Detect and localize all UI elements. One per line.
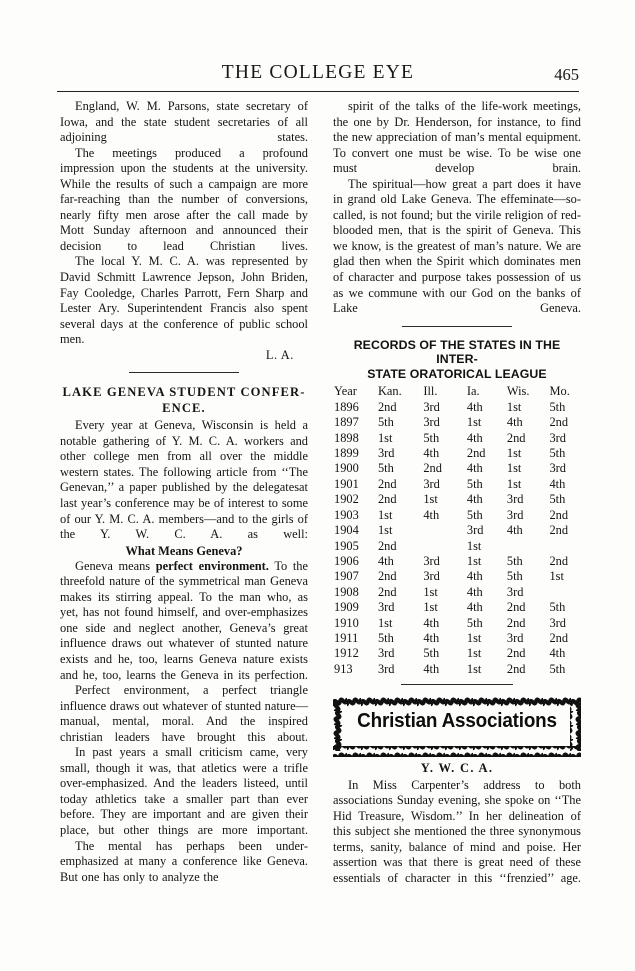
cell-year: 1908 [334, 584, 359, 599]
cell-iowa: 4th [466, 461, 483, 476]
cell-year: 1905 [334, 538, 359, 553]
cell-illinois: 4th [423, 630, 440, 645]
cell-wisconsin: 2nd [506, 430, 526, 445]
cell-iowa: 1st [466, 630, 482, 645]
cell-wisconsin: 1st [506, 461, 522, 476]
table-header-row [333, 384, 581, 399]
cell-missouri: 1st [549, 569, 564, 584]
table-row [333, 646, 581, 661]
table-row [333, 492, 581, 507]
cell-year: 1899 [334, 446, 359, 461]
cell-illinois: 1st [423, 600, 438, 615]
cell-iowa: 1st [466, 661, 482, 676]
cell-wisconsin: 3rd [506, 584, 524, 599]
cell-illinois: 5th [423, 646, 440, 661]
paragraph-meetings-impression: The meetings produced a profound impression upon the students at the university. While the results of such a campaign are more far-reaching than the number of conversions, nearly fifty men arose after the call made by Mott Sunday afternoon and announced their decision to lead Christian lives. [60, 145, 308, 253]
cell-iowa: 4th [466, 430, 483, 445]
cell-year: 1907 [334, 569, 359, 584]
cell-missouri [540, 585, 581, 600]
cell-iowa: 4th [466, 600, 483, 615]
emphasis-perfect-environment: perfect environment. [155, 558, 269, 573]
table-row [333, 523, 581, 538]
cell-wisconsin: 3rd [506, 507, 524, 522]
column-header-kansas: Kan. [377, 384, 402, 399]
cell-missouri: 2nd [549, 553, 569, 568]
cell-wisconsin: 4th [506, 415, 523, 430]
cell-wisconsin: 1st [506, 446, 522, 461]
cell-year: 1912 [334, 646, 359, 661]
cell-missouri: 4th [549, 646, 566, 661]
cell-iowa: 4th [466, 569, 483, 584]
cell-kansas: 1st [377, 507, 393, 522]
cell-kansas: 5th [377, 415, 394, 430]
cell-wisconsin: 2nd [506, 661, 526, 676]
cell-illinois: 4th [423, 446, 440, 461]
page-masthead [57, 62, 579, 94]
cell-missouri: 4th [549, 476, 566, 491]
cell-year: 913 [334, 661, 353, 676]
cell-year: 1906 [334, 553, 359, 568]
cell-kansas: 2nd [377, 476, 397, 491]
cell-iowa: 4th [466, 399, 483, 414]
cell-wisconsin: 5th [506, 569, 523, 584]
cell-illinois: 4th [423, 615, 440, 630]
cell-iowa: 4th [466, 584, 483, 599]
publication-title: THE COLLEGE EYE [221, 62, 415, 83]
cell-missouri [540, 539, 581, 554]
cell-wisconsin: 2nd [506, 615, 526, 630]
cell-illinois: 1st [423, 584, 438, 599]
paragraph-local-ymca: The local Y. M. C. A. was represented by David Schmitt Lawrence Jepson, John Briden, Fay Cooledge, Charles Parrott, Fern Sharp and Lester Ary. Superintendent Francis also spent several days at the conference of public school men. [60, 254, 308, 347]
cell-year: 1902 [334, 492, 359, 507]
cell-year: 1911 [334, 630, 359, 645]
table-row [333, 446, 581, 461]
cell-year: 1897 [334, 415, 359, 430]
records-heading-line-1: RECORDS OF THE STATES IN THE INTER- [353, 337, 561, 367]
cell-iowa: 1st [466, 538, 482, 553]
cell-wisconsin: 5th [506, 553, 523, 568]
cell-iowa: 5th [466, 615, 483, 630]
cell-illinois: 1st [423, 492, 438, 507]
cell-wisconsin: 2nd [506, 600, 526, 615]
geneva-text-lead: Geneva means [75, 558, 156, 573]
cell-kansas: 3rd [377, 600, 395, 615]
table-row [333, 600, 581, 615]
table-row [333, 477, 581, 492]
paragraph-the-spiritual: The spiritual—how great a part does it have in grand old Lake Geneva. The effeminate—so-called, is not found; but the virile religion of red-blooded men, that is the spirit of Geneva. This we know, is the greatest of man’s nature. We are glad then when the Spirit which dominates men of character and purpose takes possession of us as we commune with our God on the banks of Lake Geneva. [333, 176, 581, 316]
table-row [333, 400, 581, 415]
cell-kansas: 3rd [377, 646, 395, 661]
cell-year: 1898 [334, 430, 359, 445]
paragraph-perfect-environment: Perfect environment, a perfect triangle influence draws out whatever of stunted nature—manual, mental, moral. And the inspired christian leaders have brought this about. [60, 683, 308, 744]
column-header-year: Year [334, 384, 357, 399]
cell-wisconsin: 3rd [506, 492, 524, 507]
author-initials: L. A. [265, 347, 294, 362]
column-header-missouri: Mo. [549, 384, 570, 399]
cell-wisconsin: 4th [506, 523, 523, 538]
table-row [333, 508, 581, 523]
paragraph-athletics-criticism: In past years a small criticism came, very small, though it was, that atletics were a trifle over-emphasized. And the leaders listeed, until today athletics take a smaller part than ever before. They are important and are given their place, but other things are more important. [60, 745, 308, 837]
column-header-illinois: Ill. [423, 384, 438, 399]
column-header-iowa: Ia. [466, 384, 480, 399]
cell-illinois [414, 523, 457, 538]
cell-missouri: 2nd [549, 415, 569, 430]
cell-year: 1910 [334, 615, 359, 630]
table-row [333, 539, 581, 554]
cell-wisconsin: 3rd [506, 630, 524, 645]
cell-kansas: 2nd [377, 538, 397, 553]
cell-kansas: 2nd [377, 399, 397, 414]
cell-year: 1896 [334, 399, 359, 414]
cell-kansas: 2nd [377, 569, 397, 584]
cell-iowa: 5th [466, 476, 483, 491]
records-table-body [333, 400, 581, 677]
records-divider-rule [402, 326, 512, 327]
cell-kansas: 2nd [377, 584, 397, 599]
left-text-column [60, 99, 308, 885]
cell-iowa: 1st [466, 646, 482, 661]
cell-illinois: 3rd [423, 399, 440, 414]
section-heading [60, 384, 308, 416]
cell-illinois: 3rd [423, 476, 440, 491]
cell-year: 1903 [334, 507, 359, 522]
cell-year: 1901 [334, 476, 359, 491]
cell-missouri: 2nd [549, 507, 569, 522]
cell-illinois [414, 539, 457, 554]
cell-iowa: 1st [466, 415, 482, 430]
cell-illinois: 5th [423, 430, 440, 445]
records-bottom-rule [401, 684, 513, 685]
cell-missouri: 2nd [549, 523, 569, 538]
cell-illinois: 3rd [423, 415, 440, 430]
paragraph-geneva-means [60, 559, 308, 683]
cell-iowa: 2nd [466, 446, 486, 461]
cell-kansas: 2nd [377, 492, 397, 507]
table-row [333, 616, 581, 631]
cell-kansas: 1st [377, 430, 393, 445]
paragraph-ywca-address: In Miss Carpenter’s address to both associations Sunday evening, she spoke on ‘‘The Hid Treasure, Wisdom.’’ In her delineation of this subject she mentioned the three synonymous terms, sanity, balance of mind and poise. Her assertion was that there is great need of these essentials of character in this ‘‘frenzied’’ age. [333, 777, 581, 885]
cell-missouri: 5th [549, 661, 566, 676]
table-row [333, 662, 581, 677]
cell-kansas: 1st [377, 615, 393, 630]
cell-illinois: 3rd [423, 569, 440, 584]
cell-year: 1904 [334, 523, 359, 538]
table-row [333, 415, 581, 430]
subheading-what-means-geneva: What Means Geneva? [125, 543, 243, 558]
cell-iowa: 4th [466, 492, 483, 507]
cell-wisconsin [500, 539, 541, 554]
column-header-wisconsin: Wis. [506, 384, 530, 399]
cell-kansas: 3rd [377, 661, 395, 676]
table-row [333, 554, 581, 569]
cell-wisconsin: 1st [506, 399, 522, 414]
cell-illinois: 2nd [423, 461, 442, 476]
right-text-column [333, 99, 581, 887]
paragraph-geneva-intro: Every year at Geneva, Wisconsin is held a notable gathering of Y. M. C. A. workers and other college men from all over the middle western states. The following article from ‘‘The Genevan,’’ a paper published by the delegatesat last year’s conference may be of interest to some of our Y. M. C. A. members—and to the girls of the Y. W. C. A. as well: [60, 418, 308, 542]
cell-wisconsin: 1st [506, 476, 522, 491]
paragraph-spirit-of-talks: spirit of the talks of the life-work meetings, the one by Dr. Henderson, for instance, to find the new appreciation of man’s mental equipment. To convert one must be wise. To be wise one must develop brain. [333, 99, 581, 176]
cell-illinois: 4th [423, 507, 440, 522]
page-number: 465 [554, 65, 579, 84]
geneva-text-rest: To the threefold nature of the symmetrical man Geneva makes its stirring appeal. To the man who, as yet, has not found himself, and over-emphasizes one side and neglect another, Geneva’s great influence draws out whatever of stunted nature exists and he, too, learns Geneva nature exists and he, too, learns the Geneva in its perfection. [60, 558, 309, 682]
masthead-divider [57, 91, 579, 92]
cell-missouri: 3rd [549, 615, 567, 630]
table-row [333, 461, 581, 476]
cell-wisconsin: 2nd [506, 646, 526, 661]
christian-associations-banner [333, 697, 581, 757]
oratorical-league-records-table [333, 384, 581, 677]
cell-kansas: 4th [377, 553, 394, 568]
paragraph-england-parsons: England, W. M. Parsons, state secretary of Iowa, and the state student secretaries of all adjoining states. [60, 99, 308, 145]
records-heading-line-2: STATE ORATORICAL LEAGUE [367, 366, 547, 381]
ywca-heading: Y. W. C. A. [420, 761, 494, 776]
cell-kansas: 5th [377, 461, 394, 476]
cell-iowa: 3rd [466, 523, 484, 538]
cell-kansas: 1st [377, 523, 393, 538]
cell-missouri: 3rd [549, 461, 567, 476]
cell-illinois: 4th [423, 661, 440, 676]
table-row [333, 631, 581, 646]
cell-missouri: 5th [549, 446, 566, 461]
cell-missouri: 5th [549, 492, 566, 507]
cell-kansas: 5th [377, 630, 394, 645]
cell-missouri: 2nd [549, 630, 569, 645]
cell-illinois: 3rd [423, 553, 440, 568]
cell-missouri: 5th [549, 600, 566, 615]
cell-iowa: 1st [466, 553, 482, 568]
banner-title: Christian Associations [357, 709, 557, 733]
cell-year: 1909 [334, 600, 359, 615]
table-row [333, 585, 581, 600]
table-row [333, 569, 581, 584]
cell-missouri: 5th [549, 399, 566, 414]
section-divider-rule [129, 372, 239, 373]
cell-kansas: 3rd [377, 446, 395, 461]
section-heading-line-1: LAKE GENEVA STUDENT CONFER- [62, 385, 306, 400]
cell-iowa: 5th [466, 507, 483, 522]
section-heading-line-2: ENCE. [162, 401, 206, 416]
cell-missouri: 3rd [549, 430, 567, 445]
paragraph-mental-underemphasized: The mental has perhaps been under-emphasized at many a conference like Geneva. But one has only to analyze the [60, 838, 308, 884]
table-row [333, 431, 581, 446]
records-table-heading [333, 338, 581, 382]
cell-year: 1900 [334, 461, 359, 476]
